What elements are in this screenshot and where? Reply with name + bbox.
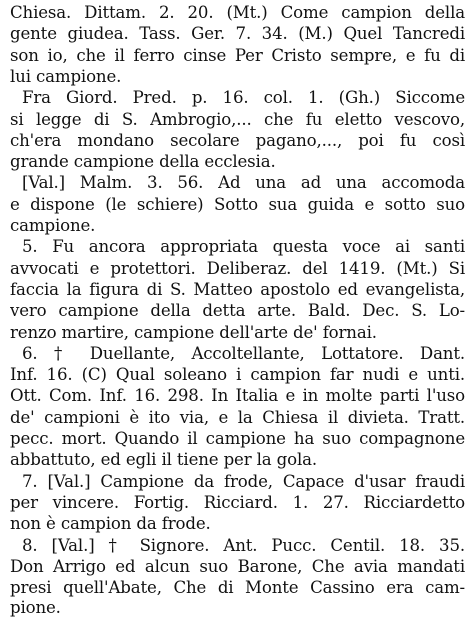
text-line: Chiesa. Dittam. 2. 20. (Mt.) Come campion della [10,3,465,22]
text-line: de' campioni è ito via, e la Chiesa il divieta. Tratt. [10,407,465,427]
text-line: gente giudea. Tass. Ger. 7. 34. (M.) Quel Tancredi [10,24,465,44]
text-line: Fra Giord. Pred. p. 16. col. 1. (Gh.) Siccome [22,88,465,108]
text-line: campione. [10,216,96,235]
text-line: ch'era mondano secolare pagano,..., poi fu così [10,130,465,150]
text-line: lui campione. [10,66,122,86]
text-line: pione. [10,598,465,617]
text-line: Ott. Com. Inf. 16. 298. In Italia e in molte parti l'uso [10,386,465,406]
text-line: pecc. mort. Quando il campione ha suo compagnone [10,429,465,448]
text-line: son io, che il ferro cinse Per Cristo sempre, e fu di [10,45,465,65]
text-line: grande campione della ecclesia. [10,152,276,172]
text-line: Don Arrigo ed alcun suo Barone, Che avia mandati [10,556,465,576]
text-line: per vincere. Fortig. Ricciard. 1. 27. Ricciardetto [10,492,465,512]
text-line: renzo martire, campione dell'arte de' fornai. [10,322,377,342]
text-line: abbattuto, ed egli il tiene per la gola. [10,450,317,470]
text-line: Inf. 16. (C) Qual soleano i campion far nudi e unti. [10,365,465,385]
text-line: non è campion da frode. [10,514,211,534]
text-line: presi quell'Abate, Che di Monte Cassino era cam- [10,578,465,598]
entry-8-heading: 8. [Val.] † Signore. Ant. Pucc. Centil. 18. 35. [22,535,465,555]
text-line: avvocati e protettori. Deliberaz. del 1419. (Mt.) Si [10,258,465,278]
entry-5-heading: 5. Fu ancora appropriata questa voce ai santi [22,237,465,257]
entry-6-heading: 6. † Duellante, Accoltellante, Lottatore. Dant. [22,343,465,363]
text-line: si legge di S. Ambrogio,... che fu eletto vescovo, [10,109,465,129]
text-line: vero campione della detta arte. Bald. Dec. S. Lo- [10,301,465,321]
text-line: [Val.] Malm. 3. 56. Ad una ad una accomoda [22,173,465,193]
text-line: e dispone (le schiere) Sotto sua guida e sotto suo [10,194,465,214]
entry-7-heading: 7. [Val.] Campione da frode, Capace d'usar fraudi [22,471,465,491]
text-line: faccia la figura di S. Matteo apostolo ed evangelista, [10,279,465,299]
